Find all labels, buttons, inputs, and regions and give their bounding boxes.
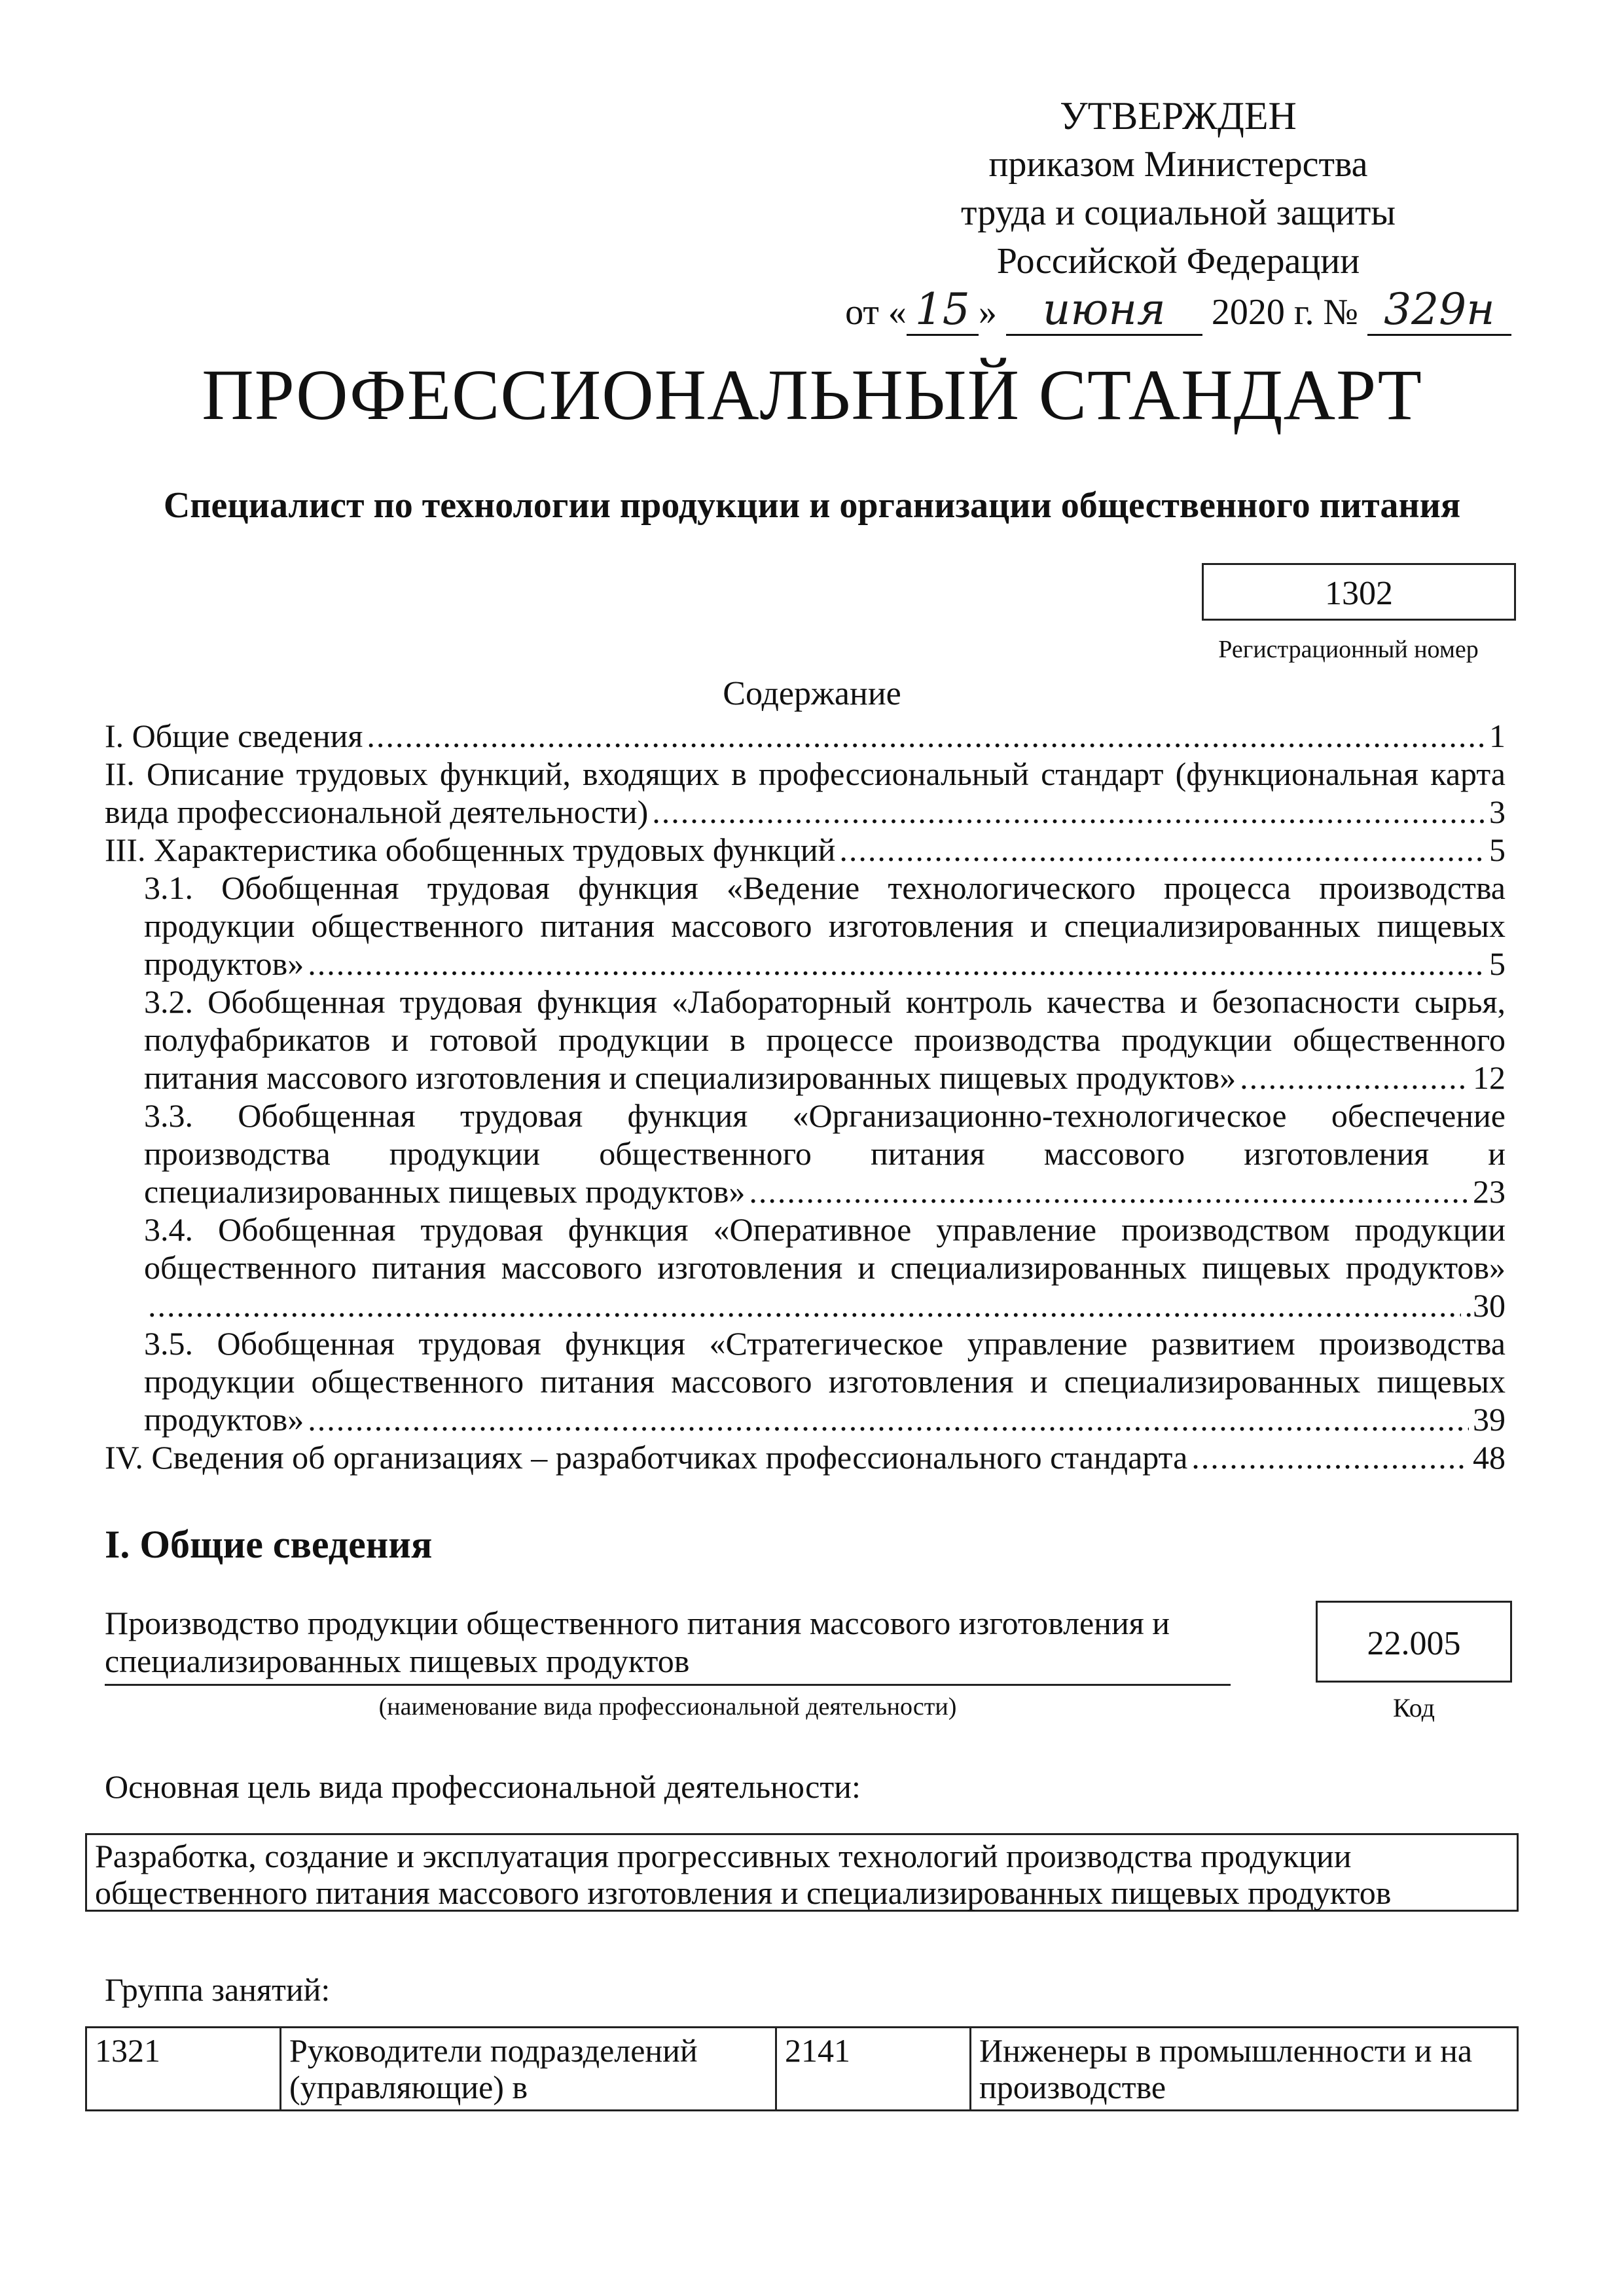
toc-item-line: 3.2. Обобщенная трудовая функция «Лабораторный контроль качества и безопасности сырья, — [144, 983, 1506, 1020]
toc-item-page: 12 — [1473, 1059, 1506, 1096]
toc-item-line: 3.3. Обобщенная трудовая функция «Организационно-технологическое обеспечение — [144, 1097, 1506, 1134]
toc-item-page: 1 — [1489, 718, 1506, 754]
toc-item[interactable] — [144, 1173, 1506, 1211]
table-row — [86, 2028, 1518, 2111]
occupation-group-label: Группа занятий: — [105, 1971, 331, 2008]
toc-item[interactable] — [144, 1286, 1506, 1324]
activity-name — [105, 1604, 1231, 1680]
occupation-name-line-1: Инженеры в промышленности и на — [979, 2032, 1473, 2069]
occupation-name-line-2: производстве — [979, 2069, 1166, 2105]
toc-item-line: II. Описание трудовых функций, входящих в профессиональный стандарт (функциональная карта — [105, 756, 1506, 792]
goal-label: Основная цель вида профессиональной деятельности: — [105, 1768, 861, 1805]
section-title: I. Общие сведения — [105, 1523, 433, 1566]
toc-item-page: 3 — [1489, 793, 1506, 830]
toc-title: Содержание — [723, 675, 901, 712]
toc-item-line: производства продукции общественного питания массового изготовления и — [144, 1135, 1506, 1172]
toc-item-text: III. Характеристика обобщенных трудовых функций — [105, 831, 836, 868]
date-quote-close: » — [978, 292, 997, 333]
toc-item-line: 3.4. Обобщенная трудовая функция «Оперативное управление производством продукции — [144, 1211, 1506, 1248]
goal-line-1: Разработка, создание и эксплуатация прогрессивных технологий производства продукции — [95, 1838, 1352, 1874]
toc-item-text: продуктов» — [144, 1401, 304, 1438]
date-day: 15 — [907, 285, 979, 336]
date-year: 2020 г. № — [1211, 292, 1358, 333]
toc-item[interactable] — [105, 1438, 1506, 1476]
toc-item-text: питания массового изготовления и специализированных пищевых продуктов» — [144, 1059, 1236, 1096]
toc-item-page: .30 — [1464, 1287, 1506, 1324]
registration-number-box: 1302 — [1202, 563, 1516, 621]
toc-item-page: 23 — [1473, 1173, 1506, 1210]
toc-item[interactable] — [105, 793, 1506, 831]
toc-item-text: продуктов» — [144, 945, 304, 982]
goal-box — [85, 1833, 1519, 1912]
toc-item[interactable] — [105, 831, 1506, 869]
activity-caption: (наименование вида профессиональной деятельности) — [378, 1693, 957, 1721]
occupation-name — [971, 2028, 1518, 2111]
toc-item-line: общественного питания массового изготовления и специализированных пищевых продуктов» — [144, 1249, 1506, 1286]
occupation-name — [281, 2028, 776, 2111]
approval-line-2: труда и социальной защиты — [961, 192, 1396, 233]
toc-item-page: 5 — [1489, 945, 1506, 982]
occupation-table — [85, 2026, 1519, 2111]
toc-item[interactable] — [144, 1400, 1506, 1438]
toc-item-line: полуфабрикатов и готовой продукции в процессе производства продукции общественного — [144, 1021, 1506, 1058]
activity-underline — [105, 1684, 1231, 1686]
toc-item-page: 39 — [1473, 1401, 1506, 1438]
order-number: 329н — [1367, 285, 1511, 336]
toc-item-line: 3.1. Обобщенная трудовая функция «Ведение технологического процесса производства — [144, 869, 1506, 906]
approval-line-1: приказом Министерства — [988, 144, 1368, 185]
toc-item-text: IV. Сведения об организациях – разработчиках профессионального стандарта — [105, 1439, 1188, 1476]
document-subtitle: Специалист по технологии продукции и организации общественного питания — [163, 485, 1461, 526]
activity-code-box: 22.005 — [1316, 1601, 1512, 1683]
occupation-name-line-1: Руководители подразделений — [289, 2032, 698, 2069]
toc-item[interactable] — [144, 945, 1506, 983]
activity-name-line-2: специализированных пищевых продуктов — [105, 1643, 690, 1679]
occupation-code: 2141 — [776, 2028, 971, 2111]
approval-date-line — [812, 285, 1545, 337]
toc-item-page: 5 — [1489, 831, 1506, 868]
toc-item-text: вида профессиональной деятельности) — [105, 793, 649, 830]
toc-item[interactable] — [105, 717, 1506, 755]
document-title: ПРОФЕССИОНАЛЬНЫЙ СТАНДАРТ — [202, 355, 1422, 435]
approval-line-3: Российской Федерации — [996, 241, 1360, 282]
toc-item-text: I. Общие сведения — [105, 718, 363, 754]
occupation-name-line-2: (управляющие) в — [289, 2069, 528, 2105]
toc-item[interactable] — [144, 1059, 1506, 1097]
toc-item-line: 3.5. Обобщенная трудовая функция «Стратегическое управление развитием производства — [144, 1325, 1506, 1362]
table-of-contents — [105, 717, 1506, 1476]
registration-number-label: Регистрационный номер — [1218, 636, 1479, 663]
toc-item-line: продукции общественного питания массового изготовления и специализированных пищевых — [144, 1363, 1506, 1400]
toc-item-line: продукции общественного питания массового изготовления и специализированных пищевых — [144, 907, 1506, 944]
toc-item-page: 48 — [1473, 1439, 1506, 1476]
activity-code-label: Код — [1393, 1693, 1435, 1722]
date-prefix: от « — [845, 292, 907, 333]
approval-block — [812, 92, 1545, 337]
activity-name-line-1: Производство продукции общественного питания массового изготовления и — [105, 1605, 1170, 1641]
toc-item-text: специализированных пищевых продуктов» — [144, 1173, 746, 1210]
goal-line-2: общественного питания массового изготовления и специализированных пищевых продуктов — [95, 1874, 1392, 1911]
occupation-code: 1321 — [86, 2028, 281, 2111]
date-month: июня — [1006, 285, 1202, 336]
approval-heading: УТВЕРЖДЕН — [1060, 94, 1297, 137]
